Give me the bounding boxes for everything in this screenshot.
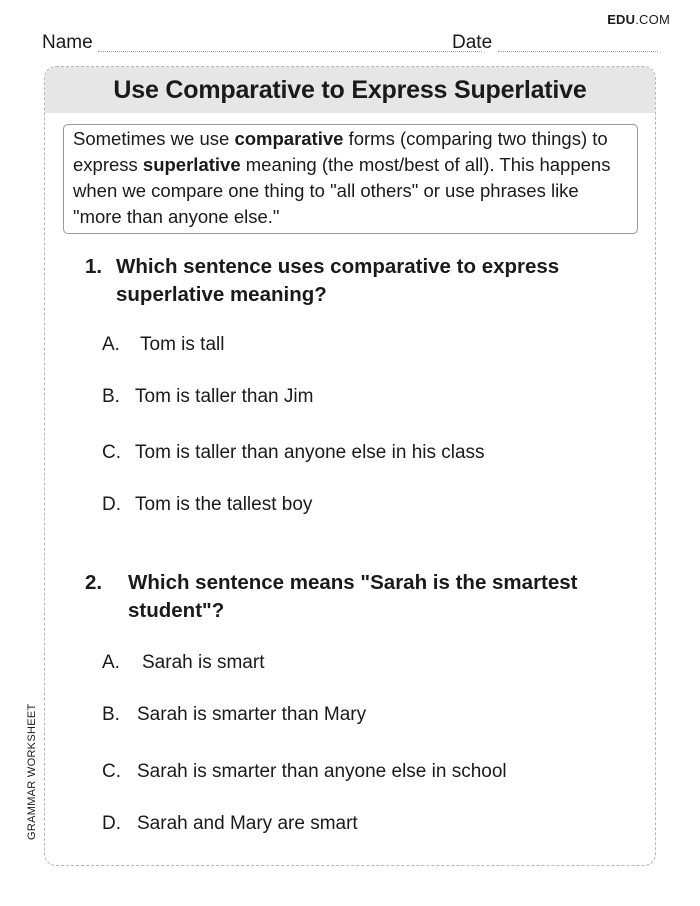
option-letter: B. xyxy=(102,704,120,725)
date-line[interactable] xyxy=(498,51,658,52)
side-label: GRAMMAR WORKSHEET xyxy=(26,703,38,840)
intro-keyword-comparative: comparative xyxy=(234,128,344,149)
name-date-row xyxy=(42,30,658,54)
option-text: Tom is taller than Jim xyxy=(135,386,314,407)
option-letter: C. xyxy=(102,442,121,463)
intro-text-3: meaning (the most/best of all). This happens when we compare one thing to "all others" or use phrases like "more than anyone else." xyxy=(73,154,611,227)
title-bar xyxy=(45,67,655,113)
question-2-option-b[interactable] xyxy=(102,703,366,727)
intro-text-1: Sometimes we use xyxy=(73,128,235,149)
brand-logo-bold: EDU xyxy=(607,12,636,27)
brand-logo-rest: .COM xyxy=(635,12,670,27)
name-label: Name xyxy=(42,32,93,53)
option-text: Tom is tall xyxy=(140,334,225,355)
question-1-option-d[interactable] xyxy=(102,493,312,517)
question-1-option-c[interactable] xyxy=(102,441,485,465)
option-text: Sarah is smarter than Mary xyxy=(137,704,367,725)
intro-box xyxy=(63,124,638,234)
option-letter: A. xyxy=(102,652,120,673)
intro-text-2: forms (comparing two things) to express xyxy=(73,128,608,175)
option-letter: D. xyxy=(102,494,121,515)
option-text: Sarah is smarter than anyone else in school xyxy=(137,761,507,782)
option-letter: C. xyxy=(102,761,121,782)
date-label: Date xyxy=(452,32,493,53)
name-line[interactable] xyxy=(98,51,482,52)
intro-keyword-superlative: superlative xyxy=(142,154,241,175)
option-text: Tom is the tallest boy xyxy=(135,494,313,515)
question-2 xyxy=(85,569,625,625)
question-2-number: 2. xyxy=(85,571,103,594)
option-letter: D. xyxy=(102,813,121,834)
question-1-text: Which sentence uses comparative to express superlative meaning? xyxy=(116,255,560,306)
question-2-option-d[interactable] xyxy=(102,812,358,836)
question-1-option-b[interactable] xyxy=(102,385,313,409)
option-text: Sarah is smart xyxy=(142,652,265,673)
question-2-text: Which sentence means "Sarah is the smartest student"? xyxy=(128,571,578,622)
option-text: Sarah and Mary are smart xyxy=(137,813,358,834)
question-2-option-a[interactable] xyxy=(102,651,264,675)
question-2-option-c[interactable] xyxy=(102,760,507,784)
option-letter: B. xyxy=(102,386,120,407)
option-text: Tom is taller than anyone else in his class xyxy=(135,442,485,463)
question-1-option-a[interactable] xyxy=(102,333,224,357)
worksheet-panel xyxy=(44,66,656,866)
question-1 xyxy=(85,253,625,309)
brand-logo xyxy=(607,12,670,27)
worksheet-title: Use Comparative to Express Superlative xyxy=(113,75,587,104)
option-letter: A. xyxy=(102,334,120,355)
question-1-number: 1. xyxy=(85,255,103,278)
